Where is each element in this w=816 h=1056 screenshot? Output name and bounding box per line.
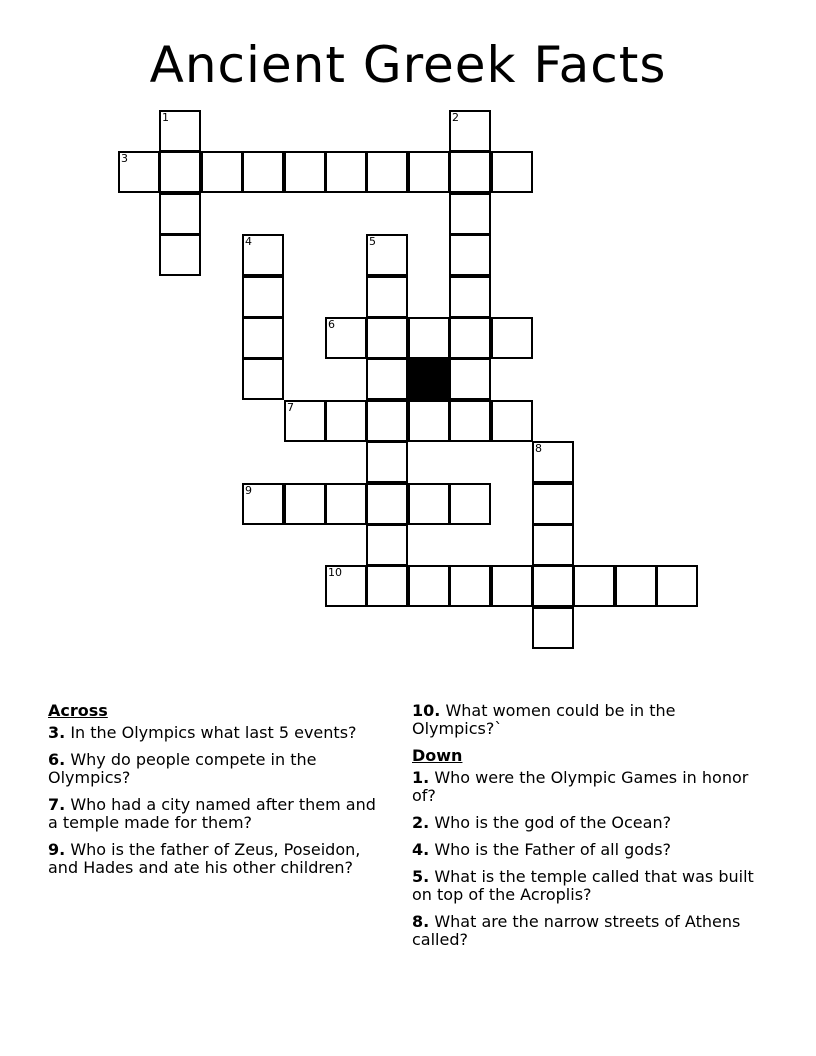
clue-text: Who were the Olympic Games in honor of? xyxy=(412,768,749,805)
cell-number: 10 xyxy=(328,566,342,579)
grid-cell[interactable] xyxy=(242,358,284,400)
grid-cell[interactable] xyxy=(449,400,491,442)
grid-cell[interactable] xyxy=(366,276,408,318)
grid-cell[interactable] xyxy=(532,483,574,525)
grid-cell[interactable] xyxy=(366,234,408,276)
grid-cell[interactable] xyxy=(532,441,574,483)
clue-text: What is the temple called that was built on top of the Acroplis? xyxy=(412,867,754,904)
grid-cell[interactable] xyxy=(449,276,491,318)
grid-cell[interactable] xyxy=(366,441,408,483)
grid-cell[interactable] xyxy=(159,110,201,152)
grid-cell[interactable] xyxy=(449,110,491,152)
grid-cell[interactable] xyxy=(449,234,491,276)
grid-cell[interactable] xyxy=(366,524,408,566)
grid-cell[interactable] xyxy=(573,565,615,607)
down-clue xyxy=(412,913,757,949)
grid-cell[interactable] xyxy=(656,565,698,607)
grid-cell[interactable] xyxy=(242,483,284,525)
clue-text: Who is the Father of all gods? xyxy=(434,840,672,859)
grid-cell[interactable] xyxy=(284,400,326,442)
down-clue xyxy=(412,769,757,805)
cell-number: 1 xyxy=(162,111,169,124)
grid-cell[interactable] xyxy=(491,317,533,359)
grid-cell[interactable] xyxy=(325,565,367,607)
clue-text: Who is the father of Zeus, Poseidon, and Hades and ate his other children? xyxy=(48,840,361,877)
across-heading: Across xyxy=(48,701,108,720)
grid-cell[interactable] xyxy=(532,607,574,649)
clue-number: 1. xyxy=(412,768,430,787)
grid-cell[interactable] xyxy=(284,151,326,193)
clue-number: 8. xyxy=(412,912,430,931)
grid-cell[interactable] xyxy=(159,193,201,235)
clue-text: Why do people compete in the Olympics? xyxy=(48,750,317,787)
grid-cell[interactable] xyxy=(159,234,201,276)
grid-cell[interactable] xyxy=(408,400,450,442)
cell-number: 6 xyxy=(328,318,335,331)
black-cell xyxy=(408,358,450,400)
grid-cell[interactable] xyxy=(118,151,160,193)
grid-cell[interactable] xyxy=(366,565,408,607)
down-clue xyxy=(412,868,757,904)
grid-cell[interactable] xyxy=(449,151,491,193)
clue-text: Who had a city named after them and a temple made for them? xyxy=(48,795,376,832)
grid-cell[interactable] xyxy=(325,483,367,525)
grid-cell[interactable] xyxy=(615,565,657,607)
down-clue xyxy=(412,814,757,832)
grid-cell[interactable] xyxy=(491,400,533,442)
cell-number: 8 xyxy=(535,442,542,455)
clue-text: Who is the god of the Ocean? xyxy=(434,813,672,832)
grid-cell[interactable] xyxy=(408,317,450,359)
grid-cell[interactable] xyxy=(366,358,408,400)
clue-number: 4. xyxy=(412,840,430,859)
grid-cell[interactable] xyxy=(366,483,408,525)
across-clue xyxy=(48,724,388,742)
grid-cell[interactable] xyxy=(242,317,284,359)
grid-cell[interactable] xyxy=(325,317,367,359)
puzzle-title: Ancient Greek Facts xyxy=(149,36,667,94)
grid-cell[interactable] xyxy=(325,151,367,193)
clue-number: 5. xyxy=(412,867,430,886)
grid-cell[interactable] xyxy=(449,317,491,359)
grid-cell[interactable] xyxy=(449,193,491,235)
clue-number: 9. xyxy=(48,840,66,859)
cell-number: 5 xyxy=(369,235,376,248)
clue-number: 2. xyxy=(412,813,430,832)
cell-number: 2 xyxy=(452,111,459,124)
clue-number: 3. xyxy=(48,723,66,742)
across-clue xyxy=(412,702,757,738)
down-heading: Down xyxy=(412,746,463,765)
grid-cell[interactable] xyxy=(242,276,284,318)
clue-number: 10. xyxy=(412,701,441,720)
clues-right-column xyxy=(412,702,757,958)
grid-cell[interactable] xyxy=(408,565,450,607)
grid-cell[interactable] xyxy=(449,483,491,525)
grid-cell[interactable] xyxy=(408,151,450,193)
clue-text: What women could be in the Olympics?` xyxy=(412,701,676,738)
cell-number: 4 xyxy=(245,235,252,248)
across-clue xyxy=(48,841,388,877)
grid-cell[interactable] xyxy=(366,151,408,193)
grid-cell[interactable] xyxy=(532,565,574,607)
clues-left-column xyxy=(48,702,388,886)
across-clue xyxy=(48,751,388,787)
grid-cell[interactable] xyxy=(366,317,408,359)
clue-text: What are the narrow streets of Athens called? xyxy=(412,912,741,949)
grid-cell[interactable] xyxy=(284,483,326,525)
cell-number: 7 xyxy=(287,401,294,414)
grid-cell[interactable] xyxy=(159,151,201,193)
clue-text: In the Olympics what last 5 events? xyxy=(70,723,357,742)
grid-cell[interactable] xyxy=(449,358,491,400)
grid-cell[interactable] xyxy=(201,151,243,193)
grid-cell[interactable] xyxy=(366,400,408,442)
grid-cell[interactable] xyxy=(449,565,491,607)
grid-cell[interactable] xyxy=(532,524,574,566)
grid-cell[interactable] xyxy=(242,151,284,193)
cell-number: 9 xyxy=(245,484,252,497)
grid-cell[interactable] xyxy=(408,483,450,525)
clue-number: 6. xyxy=(48,750,66,769)
down-clue xyxy=(412,841,757,859)
across-clue xyxy=(48,796,388,832)
grid-cell[interactable] xyxy=(242,234,284,276)
grid-cell[interactable] xyxy=(491,151,533,193)
cell-number: 3 xyxy=(121,152,128,165)
grid-cell[interactable] xyxy=(491,565,533,607)
clue-number: 7. xyxy=(48,795,66,814)
grid-cell[interactable] xyxy=(325,400,367,442)
